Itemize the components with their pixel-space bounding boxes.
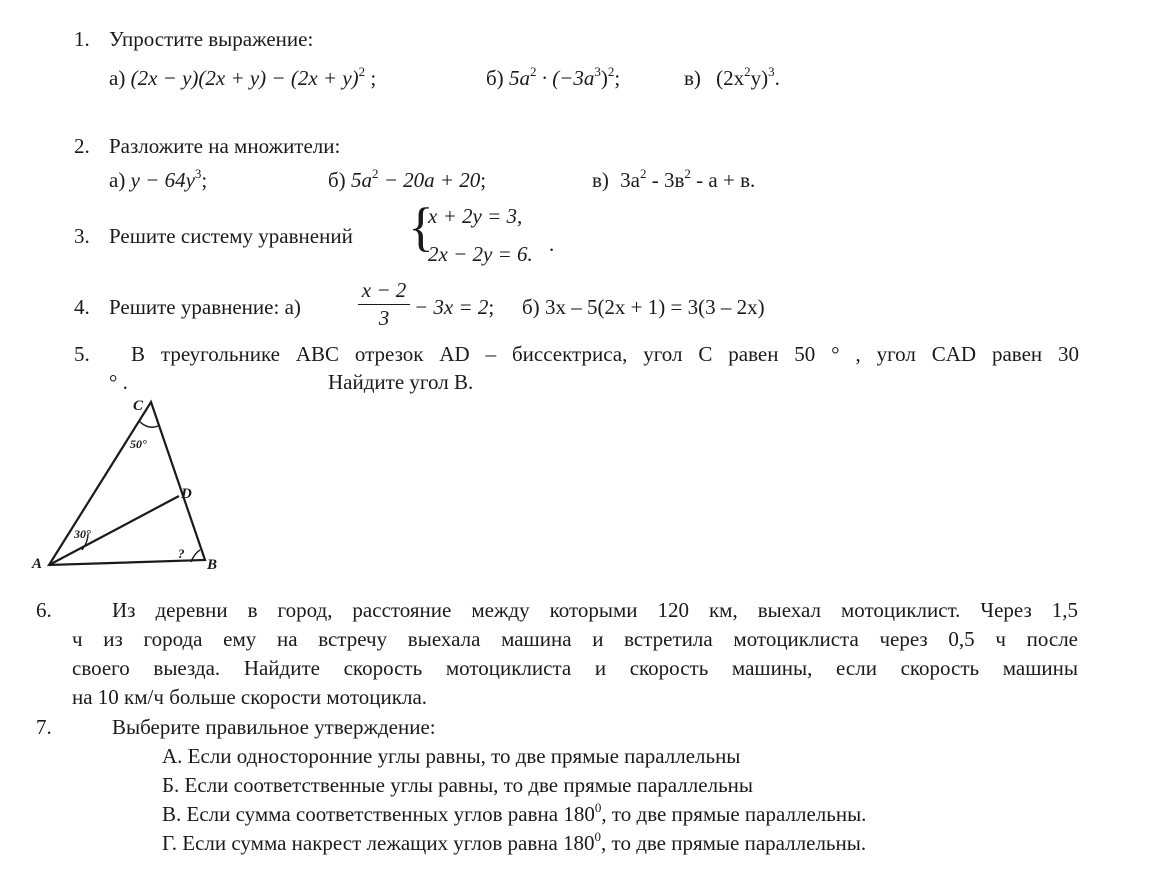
expression: (2x — [716, 66, 745, 90]
punct: ; — [370, 66, 377, 90]
task-number: 4. — [74, 295, 90, 319]
task-5-line-2-start: ° . — [109, 370, 128, 394]
exponent: 3 — [768, 64, 775, 79]
fraction-bar — [358, 304, 410, 305]
task-5-question: Найдите угол В. — [328, 370, 474, 394]
punct: ; — [488, 295, 495, 319]
task-7-option-b: Б. Если соответственные углы равны, то две прямые параллельны — [162, 773, 753, 797]
expression: − 20a + 20 — [378, 168, 481, 192]
task-5-number: 5. — [74, 342, 90, 366]
exponent: 2 — [640, 166, 647, 181]
task-4-b — [522, 295, 765, 319]
expression: (2x − y)(2x + y) − (2x + y) — [130, 66, 359, 90]
bisector-ad — [49, 496, 179, 565]
expression: 3a — [620, 168, 640, 192]
fraction-numerator: x − 2 — [361, 278, 407, 302]
expression: ) — [600, 66, 608, 90]
option-text: Г. Если сумма накрест лежащих углов равна 180 — [162, 831, 595, 855]
fraction — [358, 278, 410, 331]
system-equation-1: x + 2y = 3, — [428, 204, 523, 228]
item-label: в) — [592, 168, 609, 192]
task-title: Упростите выражение: — [109, 27, 314, 51]
expression: y) — [750, 66, 769, 90]
system-brace: { — [408, 197, 434, 257]
exponent: 3 — [194, 166, 202, 181]
task-6-line-2: ч из города ему на встречу выехала машина и встретила мотоциклиста через 0,5 ч после — [72, 627, 1078, 651]
punct: . — [774, 66, 780, 90]
triangle-abc — [49, 402, 205, 565]
task-6-line-4: на 10 км/ч больше скорости мотоцикла. — [72, 685, 428, 709]
task-2-a — [109, 168, 207, 192]
task-7-number: 7. — [36, 715, 52, 739]
expression: - а + в. — [690, 168, 756, 192]
task-7-title: Выберите правильное утверждение: — [112, 715, 436, 739]
exponent: 2 — [744, 64, 751, 79]
task-1-c — [684, 66, 780, 90]
item-label: а) — [284, 295, 301, 319]
task-1-a — [109, 66, 376, 90]
exponent: 2 — [529, 64, 537, 79]
task-2-c — [592, 168, 755, 192]
task-number: 3. — [74, 224, 90, 248]
task-4-a-rest — [414, 295, 494, 319]
punct: ; — [614, 66, 621, 90]
expression: y − 64y — [130, 168, 195, 192]
item-label: б) — [328, 168, 346, 192]
expression: 5a — [350, 168, 372, 192]
item-label: а) — [109, 66, 126, 90]
exponent: 2 — [358, 64, 366, 79]
task-number: 1. — [74, 27, 90, 51]
angle-label-c: 50° — [130, 437, 147, 451]
system-equation-2: 2x − 2y = 6. — [428, 242, 533, 266]
expression: − 3x = 2 — [414, 295, 489, 319]
item-label: б) — [522, 295, 540, 319]
expression: · (−3a — [536, 66, 595, 90]
punct: ; — [480, 168, 487, 192]
task-3-header — [74, 224, 353, 248]
task-6-line-1: Из деревни в город, расстояние между которыми 120 км, выехал мотоциклист. Через 1,5 — [112, 598, 1078, 622]
vertex-label-b: B — [207, 557, 218, 573]
task-7-option-a: А. Если односторонние углы равны, то две прямые параллельны — [162, 744, 741, 768]
vertex-label-a: A — [32, 556, 43, 572]
task-2-b — [328, 168, 486, 192]
exponent: 2 — [684, 166, 691, 181]
degree-exponent: 0 — [594, 829, 602, 844]
task-6-number: 6. — [36, 598, 52, 622]
item-label: а) — [109, 168, 126, 192]
task-4-header — [74, 295, 301, 319]
task-title: Решите уравнение: — [109, 295, 280, 319]
triangle-figure — [30, 392, 230, 582]
angle-label-cad: 30° — [74, 527, 91, 541]
option-text: , то две прямые параллельны. — [601, 831, 867, 855]
expression: 5a — [508, 66, 530, 90]
item-label: б) — [486, 66, 504, 90]
task-number: 2. — [74, 134, 90, 158]
punct: ; — [201, 168, 208, 192]
fraction-denominator: 3 — [378, 306, 390, 330]
angle-label-b: ? — [178, 546, 185, 561]
vertex-label-c: C — [133, 398, 144, 414]
item-label: в) — [684, 66, 701, 90]
expression: - 3в — [646, 168, 685, 192]
task-title: Разложите на множители: — [109, 134, 341, 158]
exponent: 2 — [371, 166, 379, 181]
option-text: , то две прямые параллельны. — [601, 802, 867, 826]
exponent: 3 — [594, 64, 601, 79]
task-1-b — [486, 66, 620, 90]
degree-exponent: 0 — [594, 800, 602, 815]
task-7-option-d — [162, 831, 866, 855]
exponent: 2 — [607, 64, 615, 79]
task-2-header — [74, 134, 340, 158]
task-7-option-c — [162, 802, 866, 826]
punct: . — [549, 232, 555, 256]
task-title: Решите систему уравнений — [109, 224, 353, 248]
task-5-line-1: В треугольнике АВС отрезок AD – биссектриса, угол С равен 50 ° , угол CAD равен 30 — [131, 342, 1079, 366]
task-1-header — [74, 27, 313, 51]
angle-arc-c — [139, 421, 158, 427]
task-6-line-3: своего выезда. Найдите скорость мотоциклиста и скорость машины, если скорость машины — [72, 656, 1078, 680]
option-text: В. Если сумма соответственных углов равна 180 — [162, 802, 595, 826]
expression: 3x – 5(2x + 1) = 3(3 – 2x) — [544, 295, 765, 319]
vertex-label-d: D — [181, 486, 192, 502]
